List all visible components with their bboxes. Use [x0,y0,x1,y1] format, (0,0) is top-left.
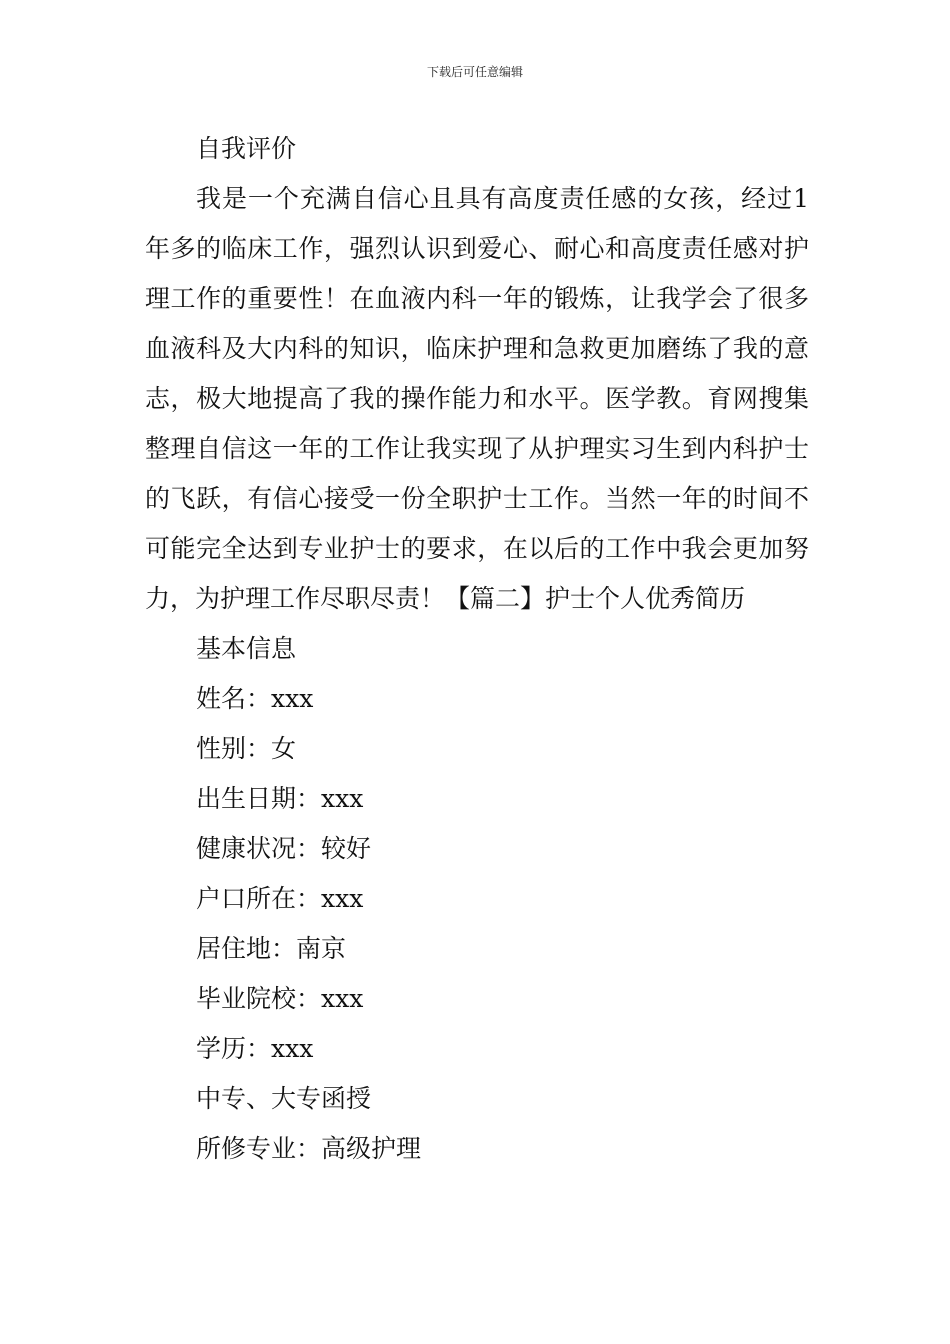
self-evaluation-paragraph: 我是一个充满自信心且具有高度责任感的女孩，经过1年多的临床工作，强烈认识到爱心、耐心和高度责任感对护理工作的重要性！在血液内科一年的锻炼，让我学会了很多血液科及大内科的知识，临床护理和急救更加磨练了我的意志，极大地提高了我的操作能力和水平。医学教。育网搜集整理自信这一年的工作让我实现了从护理实习生到内科护士的飞跃，有信心接受一份全职护士工作。当然一年的时间不可能完全达到专业护士的要求，在以后的工作中我会更加努力，为护理工作尽职尽责！【篇二】护士个人优秀简历 [145,184,809,613]
document-body [145,124,809,1174]
info-residence: 居住地：南京 [196,934,347,963]
section-title-self-evaluation: 自我评价 [196,134,297,163]
info-health: 健康状况：较好 [196,834,372,863]
info-education-type: 中专、大专函授 [196,1084,372,1113]
info-education: 学历：xxx [196,1034,314,1063]
page-header-note: 下载后可任意编辑 [426,65,523,79]
info-birth-date: 出生日期：xxx [196,784,364,813]
info-gender: 性别：女 [196,734,297,763]
section-title-basic-info: 基本信息 [196,634,297,663]
info-hukou: 户口所在：xxx [196,884,364,913]
info-name: 姓名：xxx [196,684,314,713]
info-major: 所修专业：高级护理 [196,1134,422,1163]
info-school: 毕业院校：xxx [196,984,364,1013]
